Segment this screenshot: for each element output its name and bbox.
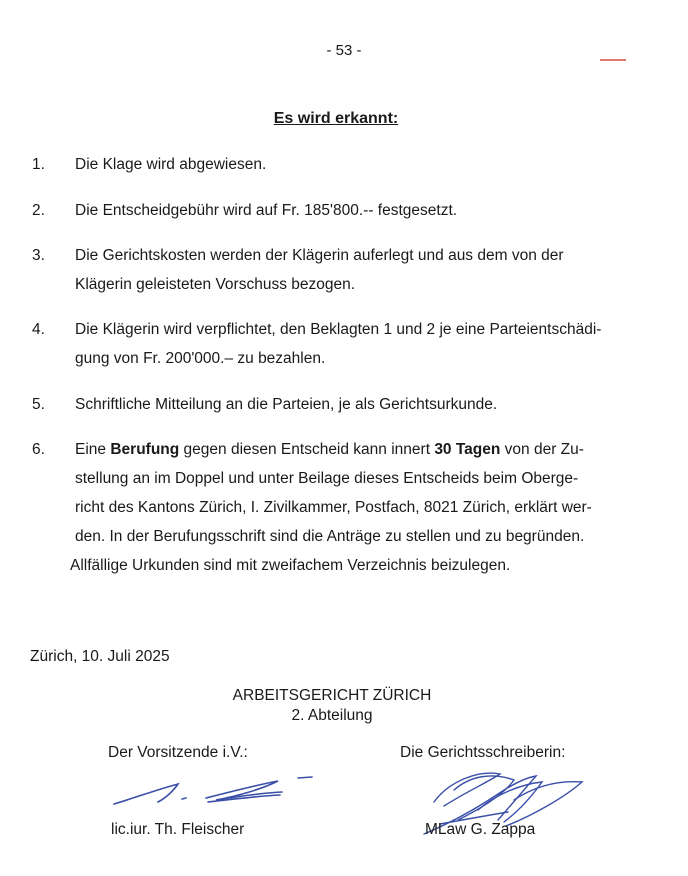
item-number: 1.: [32, 156, 45, 173]
item-text-line: Allfällige Urkunden sind mit zweifachem Verzeichnis beizulegen.: [70, 557, 511, 574]
ruling-item-3: [32, 241, 644, 299]
item-text-line: Klägerin geleisteten Vorschuss bezogen.: [75, 276, 356, 293]
court-name: ARBEITSGERICHT ZÜRICH: [232, 687, 432, 704]
text-run: gegen diesen Entscheid kann innert: [179, 441, 435, 458]
ruling-item-1: [32, 150, 644, 179]
court-division: 2. Abteilung: [291, 707, 373, 724]
signatory-left-name: lic.iur. Th. Fleischer: [111, 821, 245, 838]
item-number: 2.: [32, 202, 45, 219]
item-text: Die Entscheidgebühr wird auf Fr. 185'800.-- festgesetzt.: [75, 202, 458, 219]
ruling-item-2: [32, 196, 644, 225]
emphasis-berufung: Berufung: [110, 441, 180, 458]
item-number: 6.: [32, 441, 45, 458]
signatory-right-role: Die Gerichtsschreiberin:: [400, 744, 566, 761]
item-number: 4.: [32, 321, 45, 338]
item-text: Schriftliche Mitteilung an die Parteien, je als Gerichtsurkunde.: [75, 396, 498, 413]
court-block: [196, 686, 468, 726]
ruling-item-6: [32, 435, 644, 580]
item-number: 3.: [32, 247, 45, 264]
ruling-item-5: [32, 390, 644, 419]
signatory-left-role: Der Vorsitzende i.V.:: [108, 744, 248, 761]
page-number: - 53 -: [326, 42, 362, 59]
item-number: 5.: [32, 396, 45, 413]
item-text: Die Klage wird abgewiesen.: [75, 156, 267, 173]
text-run: von der Zu-: [500, 441, 584, 458]
item-text-line: den. In der Berufungsschrift sind die Anträge zu stellen und zu begründen.: [75, 528, 585, 545]
item-text-line: Die Klägerin wird verpflichtet, den Beklagten 1 und 2 je eine Parteientschädi-: [75, 321, 602, 338]
item-text-line: stellung an im Doppel und unter Beilage dieses Entscheids beim Oberge-: [75, 470, 579, 487]
item-text-line: [75, 435, 644, 464]
item-text-line: richt des Kantons Zürich, I. Zivilkammer, Postfach, 8021 Zürich, erklärt wer-: [75, 499, 592, 516]
item-text-line: Die Gerichtskosten werden der Klägerin auferlegt und aus dem von der: [75, 247, 564, 264]
emphasis-deadline: 30 Tagen: [434, 441, 501, 458]
ruling-item-4: [32, 315, 644, 373]
text-run: Eine: [75, 441, 111, 458]
corner-mark: [600, 59, 626, 61]
signature-left-image: [112, 772, 318, 812]
item-text-line: gung von Fr. 200'000.– zu bezahlen.: [75, 350, 326, 367]
ruling-heading: Es wird erkannt:: [273, 110, 399, 127]
place-date: Zürich, 10. Juli 2025: [30, 648, 170, 665]
signatory-right-name: MLaw G. Zappa: [425, 821, 536, 838]
